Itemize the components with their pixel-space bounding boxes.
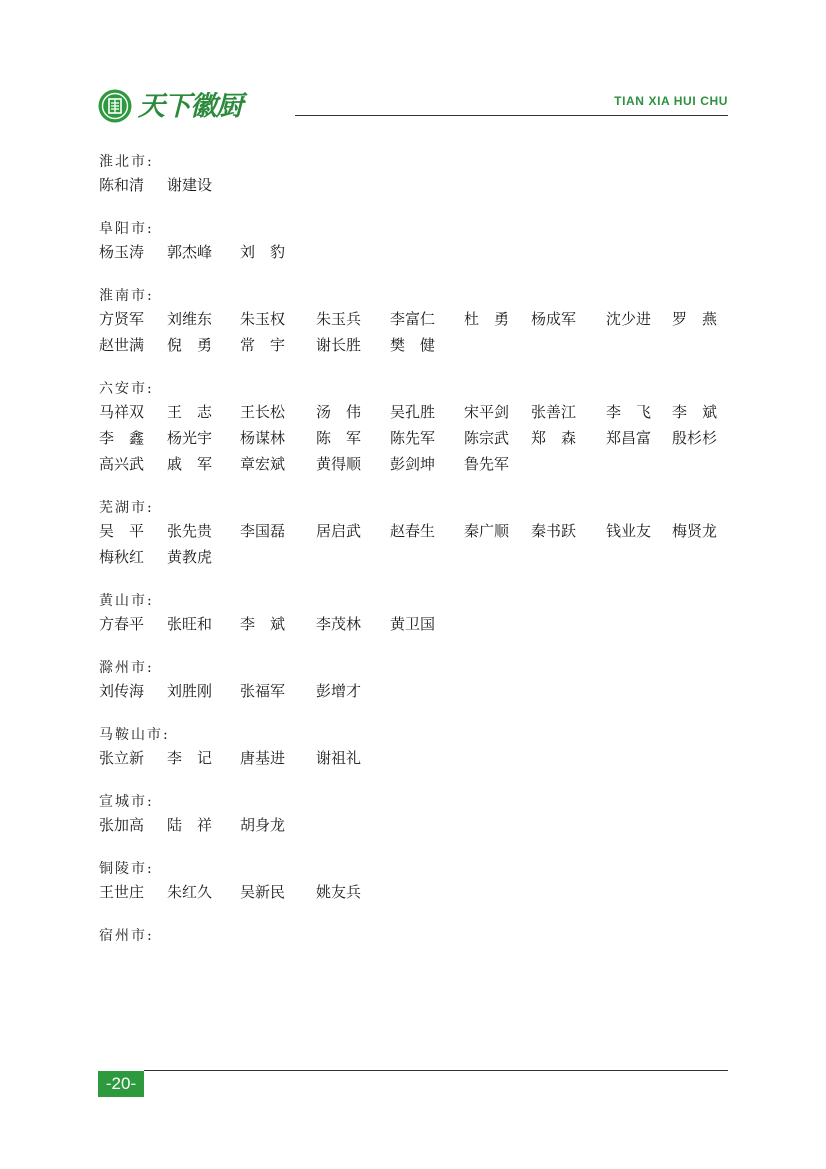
person-name: 高兴武 xyxy=(99,455,145,473)
person-name: 谢长胜 xyxy=(316,336,362,354)
city-heading: 六安市: xyxy=(99,381,154,397)
person-name: 陈 军 xyxy=(316,429,362,447)
person-name: 陈先军 xyxy=(390,429,436,447)
name-row-group xyxy=(99,745,739,771)
person-name: 樊 健 xyxy=(390,336,436,354)
person-name: 宋平剑 xyxy=(464,403,510,421)
footer-divider xyxy=(144,1070,728,1071)
person-name: 李国磊 xyxy=(240,522,286,540)
person-name: 郑 森 xyxy=(531,429,577,447)
header-divider xyxy=(295,115,728,116)
name-list xyxy=(99,152,739,967)
person-name: 杨成军 xyxy=(531,310,577,328)
person-name: 刘 豹 xyxy=(240,243,286,261)
page-header xyxy=(0,0,826,130)
person-name: 朱玉兵 xyxy=(316,310,362,328)
person-name: 陈和清 xyxy=(99,176,145,194)
city-heading: 铜陵市: xyxy=(99,861,154,877)
person-name: 彭剑坤 xyxy=(390,455,436,473)
city-heading: 阜阳市: xyxy=(99,221,154,237)
brand-name-english: TIAN XIA HUI CHU xyxy=(614,94,728,108)
name-row-group xyxy=(99,399,739,477)
person-name: 谢祖礼 xyxy=(316,749,362,767)
person-name: 吴 平 xyxy=(99,522,145,540)
person-name: 姚友兵 xyxy=(316,883,362,901)
person-name: 章宏斌 xyxy=(240,455,286,473)
person-name: 杨光宇 xyxy=(167,429,213,447)
person-name: 李茂林 xyxy=(316,615,362,633)
person-name: 戚 军 xyxy=(167,455,213,473)
name-row-group xyxy=(99,678,739,704)
city-heading: 宣城市: xyxy=(99,794,154,810)
person-name: 胡身龙 xyxy=(240,816,286,834)
person-name: 刘传海 xyxy=(99,682,145,700)
person-name: 常 宇 xyxy=(240,336,286,354)
person-name: 吴孔胜 xyxy=(390,403,436,421)
person-name: 居启武 xyxy=(316,522,362,540)
city-heading: 黄山市: xyxy=(99,593,154,609)
person-name: 黄卫国 xyxy=(390,615,436,633)
person-name: 张立新 xyxy=(99,749,145,767)
person-name: 罗 燕 xyxy=(672,310,718,328)
name-row-group xyxy=(99,812,739,838)
city-section xyxy=(99,498,739,570)
person-name: 李 斌 xyxy=(240,615,286,633)
person-name: 黄教虎 xyxy=(167,548,213,566)
city-section xyxy=(99,219,739,265)
person-name: 杨玉涛 xyxy=(99,243,145,261)
city-heading: 淮南市: xyxy=(99,288,154,304)
city-section xyxy=(99,792,739,838)
person-name: 陈宗武 xyxy=(464,429,510,447)
city-section xyxy=(99,725,739,771)
person-name: 杨谋林 xyxy=(240,429,286,447)
city-section xyxy=(99,152,739,198)
person-name: 唐基进 xyxy=(240,749,286,767)
city-section xyxy=(99,859,739,905)
city-section xyxy=(99,591,739,637)
person-name: 钱业友 xyxy=(606,522,652,540)
person-name: 方贤军 xyxy=(99,310,145,328)
city-heading: 淮北市: xyxy=(99,154,154,170)
person-name: 秦广顺 xyxy=(464,522,510,540)
name-row-group xyxy=(99,518,739,570)
person-name: 刘维东 xyxy=(167,310,213,328)
person-name: 沈少进 xyxy=(606,310,652,328)
person-name: 王长松 xyxy=(240,403,286,421)
person-name: 鲁先军 xyxy=(464,455,510,473)
person-name: 王 志 xyxy=(167,403,213,421)
person-name: 郑昌富 xyxy=(606,429,652,447)
person-name: 赵春生 xyxy=(390,522,436,540)
person-name: 彭增才 xyxy=(316,682,362,700)
person-name: 杜 勇 xyxy=(464,310,510,328)
name-row-group xyxy=(99,306,739,358)
person-name: 谢建设 xyxy=(167,176,213,194)
city-heading: 马鞍山市: xyxy=(99,727,170,743)
city-section xyxy=(99,286,739,358)
person-name: 郭杰峰 xyxy=(167,243,213,261)
person-name: 马祥双 xyxy=(99,403,145,421)
person-name: 朱玉权 xyxy=(240,310,286,328)
person-name: 倪 勇 xyxy=(167,336,213,354)
city-heading: 芜湖市: xyxy=(99,500,154,516)
name-row-group xyxy=(99,611,739,637)
person-name: 陆 祥 xyxy=(167,816,213,834)
person-name: 李富仁 xyxy=(390,310,436,328)
city-section xyxy=(99,379,739,477)
person-name: 李 斌 xyxy=(672,403,718,421)
person-name: 张加高 xyxy=(99,816,145,834)
person-name: 张福军 xyxy=(240,682,286,700)
person-name: 梅秋红 xyxy=(99,548,145,566)
person-name: 梅贤龙 xyxy=(672,522,718,540)
person-name: 方春平 xyxy=(99,615,145,633)
name-row-group xyxy=(99,879,739,905)
person-name: 吴新民 xyxy=(240,883,286,901)
city-heading: 滁州市: xyxy=(99,660,154,676)
name-row-group xyxy=(99,239,739,265)
person-name: 张旺和 xyxy=(167,615,213,633)
person-name: 张先贵 xyxy=(167,522,213,540)
page-number: -20- xyxy=(98,1071,144,1097)
person-name: 李 飞 xyxy=(606,403,652,421)
logo-text: 天下徽厨 xyxy=(138,91,242,122)
person-name: 秦书跃 xyxy=(531,522,577,540)
city-heading: 宿州市: xyxy=(99,928,154,944)
person-name: 张善江 xyxy=(531,403,577,421)
person-name: 殷杉杉 xyxy=(672,429,718,447)
person-name: 汤 伟 xyxy=(316,403,362,421)
person-name: 李 记 xyxy=(167,749,213,767)
person-name: 刘胜刚 xyxy=(167,682,213,700)
person-name: 朱红久 xyxy=(167,883,213,901)
person-name: 黄得顺 xyxy=(316,455,362,473)
name-row-group xyxy=(99,172,739,198)
logo-seal-icon xyxy=(98,89,132,123)
city-section xyxy=(99,658,739,704)
city-section xyxy=(99,926,739,946)
person-name: 李 鑫 xyxy=(99,429,145,447)
person-name: 王世庄 xyxy=(99,883,145,901)
person-name: 赵世满 xyxy=(99,336,145,354)
